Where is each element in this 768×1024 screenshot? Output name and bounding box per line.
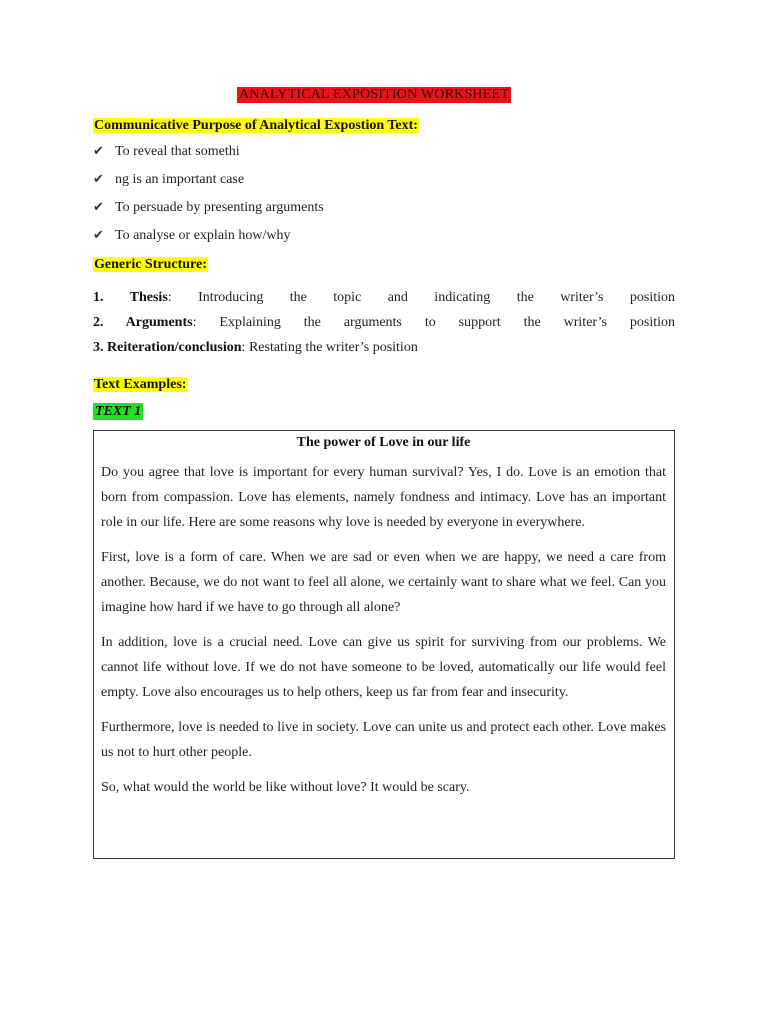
check-mark-icon: ✔ <box>93 200 104 215</box>
structure-term: 2. Arguments <box>93 315 193 330</box>
generic-structure-heading-text: Generic Structure: <box>94 257 207 272</box>
text-1-title: The power of Love in our life <box>296 435 471 450</box>
structure-term: 1. Thesis <box>93 290 168 305</box>
list-item <box>93 197 324 225</box>
text-examples-heading <box>93 375 187 393</box>
structure-item-thesis <box>93 288 675 313</box>
purpose-text: To reveal that somethi <box>115 144 240 159</box>
structure-description: Explaining the arguments to support the writer’s position <box>196 315 675 330</box>
text-examples-heading-text: Text Examples: <box>94 377 187 392</box>
text-1-paragraph: Furthermore, love is needed to live in society. Love can unite us and protect each other. Love makes us not to hurt other people. <box>101 720 666 760</box>
structure-item-arguments <box>93 313 675 338</box>
structure-description: Restating the writer’s position <box>245 340 418 355</box>
generic-structure-heading <box>93 255 208 273</box>
list-item <box>93 141 324 169</box>
text-1-paragraph: So, what would the world be like without love? It would be scary. <box>101 780 470 795</box>
text-1-box <box>93 430 675 859</box>
structure-separator: : <box>167 290 172 305</box>
purpose-list <box>93 141 324 253</box>
text-1-paragraph: First, love is a form of care. When we are sad or even when we are happy, we need a care from another. Because, we do not want to feel all alone, we certainly want to share what we feel. Can you imagine how hard if we have to go through all alone? <box>101 550 666 615</box>
structure-term: 3. Reiteration/conclusion <box>93 340 242 355</box>
structure-item-conclusion <box>93 338 675 363</box>
structure-separator: : <box>192 315 197 330</box>
family-illustration <box>215 870 470 1020</box>
structure-description: Introducing the topic and indicating the writer’s position <box>171 290 676 305</box>
text-1-paragraph: Do you agree that love is important for every human survival? Yes, I do. Love is an emotion that born from compassion. Love has elements, namely fondness and intimacy. Love has an important role in our life. Here are some reasons why love is needed by everyone in everywhere. <box>101 465 666 530</box>
list-item <box>93 169 324 197</box>
structure-separator: : <box>241 340 246 355</box>
generic-structure-list <box>93 288 675 363</box>
purpose-heading <box>93 116 419 134</box>
text-1-label: TEXT 1 <box>95 404 142 419</box>
check-mark-icon: ✔ <box>93 172 104 187</box>
purpose-text: To analyse or explain how/why <box>115 228 291 243</box>
purpose-text: ng is an important case <box>115 172 245 187</box>
purpose-heading-text: Communicative Purpose of Analytical Expostion Text: <box>94 118 418 133</box>
worksheet-title: ANALYTICAL EXPOSITION WORKSHEET <box>239 87 509 102</box>
check-mark-icon: ✔ <box>93 228 104 243</box>
check-mark-icon: ✔ <box>93 144 104 159</box>
text-1-paragraph: In addition, love is a crucial need. Love can give us spirit for surviving from our problems. We cannot life without love. If we do not have someone to be loved, automatically our life would feel empty. Love also encourages us to help others, keep us far from fear and insecurity. <box>101 635 666 700</box>
purpose-text: To persuade by presenting arguments <box>115 200 324 215</box>
list-item <box>93 225 324 253</box>
